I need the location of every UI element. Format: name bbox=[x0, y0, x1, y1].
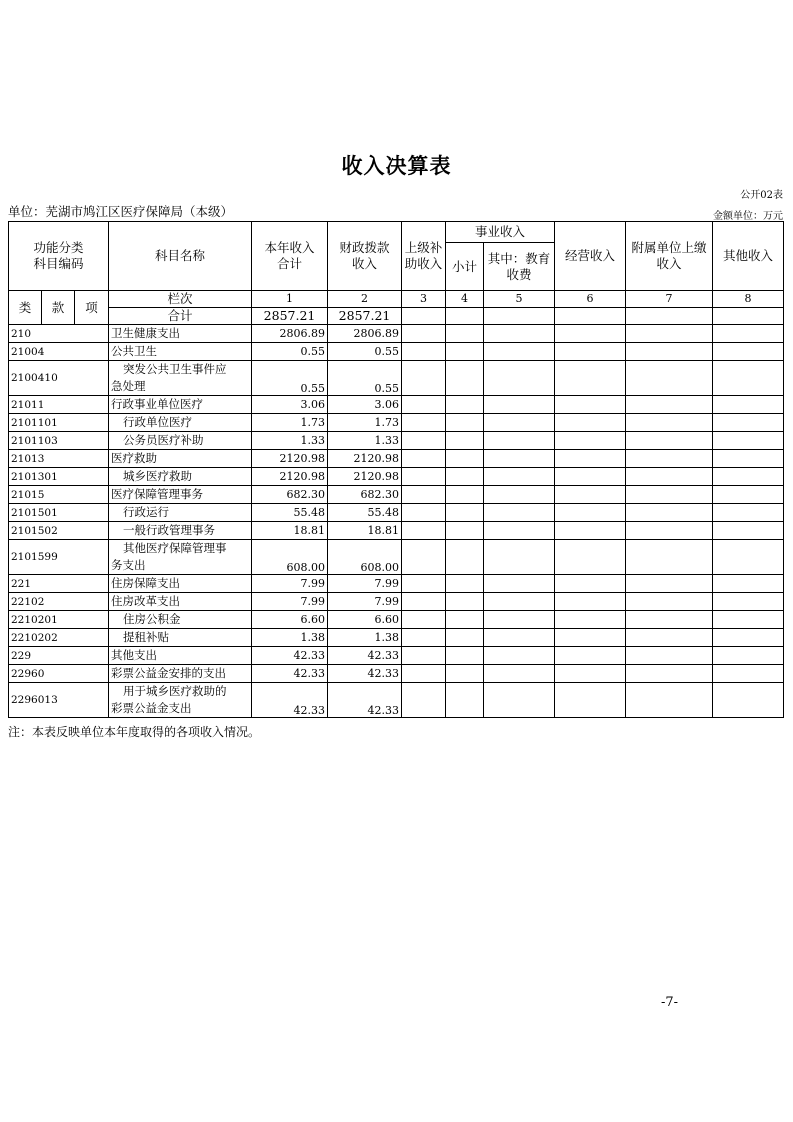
header-func-class: 功能分类 科目编码 bbox=[9, 222, 109, 291]
page-number: -7- bbox=[661, 995, 679, 1010]
amount-empty bbox=[446, 522, 484, 540]
amount-empty bbox=[484, 343, 555, 361]
amount-empty bbox=[713, 540, 784, 575]
amount-total: 7.99 bbox=[252, 593, 328, 611]
amount-total: 1.33 bbox=[252, 432, 328, 450]
col-number: 5 bbox=[484, 291, 555, 308]
amount-empty bbox=[626, 325, 713, 343]
subject-name bbox=[109, 683, 252, 718]
table-row bbox=[9, 629, 784, 647]
amount-empty bbox=[446, 486, 484, 504]
table-note: 注：本表反映单位本年度取得的各项收入情况。 bbox=[8, 725, 261, 739]
subject-name bbox=[109, 504, 252, 522]
subject-code: 2101501 bbox=[9, 504, 109, 522]
amount-empty bbox=[402, 325, 446, 343]
subject-code: 21011 bbox=[9, 396, 109, 414]
amount-fiscal: 1.73 bbox=[328, 414, 402, 432]
subject-code: 2210202 bbox=[9, 629, 109, 647]
amount-total: 2120.98 bbox=[252, 468, 328, 486]
col-number: 6 bbox=[555, 291, 626, 308]
table-row bbox=[9, 504, 784, 522]
amount-empty bbox=[555, 522, 626, 540]
amount-fiscal: 0.55 bbox=[328, 361, 402, 396]
amount-total: 3.06 bbox=[252, 396, 328, 414]
amount-empty bbox=[446, 325, 484, 343]
amount-empty bbox=[626, 629, 713, 647]
amount-empty bbox=[446, 629, 484, 647]
amount-total: 2120.98 bbox=[252, 450, 328, 468]
subject-name-line: 住房公积金 bbox=[123, 612, 181, 626]
amount-empty bbox=[626, 540, 713, 575]
amount-empty bbox=[402, 450, 446, 468]
amount-empty bbox=[402, 665, 446, 683]
amount-total: 42.33 bbox=[252, 683, 328, 718]
amount-empty bbox=[713, 450, 784, 468]
col-number: 2 bbox=[328, 291, 402, 308]
amount-empty bbox=[446, 343, 484, 361]
subject-code: 21004 bbox=[9, 343, 109, 361]
subject-name-line: 务支出 bbox=[111, 558, 146, 572]
amount-empty bbox=[555, 504, 626, 522]
header-other: 其他收入 bbox=[713, 222, 784, 291]
amount-fiscal: 7.99 bbox=[328, 593, 402, 611]
amount-empty bbox=[484, 540, 555, 575]
subject-name-line: 提租补贴 bbox=[123, 630, 170, 644]
amount-total: 2806.89 bbox=[252, 325, 328, 343]
amount-empty bbox=[446, 432, 484, 450]
subject-name-line: 行政运行 bbox=[123, 505, 170, 519]
amount-empty bbox=[484, 593, 555, 611]
amount-empty bbox=[484, 647, 555, 665]
amount-empty bbox=[713, 361, 784, 396]
table-row bbox=[9, 414, 784, 432]
subject-name bbox=[109, 361, 252, 396]
amount-empty bbox=[626, 647, 713, 665]
total-row-fiscal: 2857.21 bbox=[328, 308, 402, 325]
amount-empty bbox=[713, 683, 784, 718]
amount-empty bbox=[555, 593, 626, 611]
subject-name-line: 医疗救助 bbox=[111, 451, 158, 465]
table-row bbox=[9, 432, 784, 450]
amount-empty bbox=[626, 683, 713, 718]
amount-empty bbox=[446, 665, 484, 683]
header-kuan: 款 bbox=[42, 291, 75, 325]
amount-empty bbox=[446, 414, 484, 432]
total-row-total: 2857.21 bbox=[252, 308, 328, 325]
amount-empty bbox=[713, 611, 784, 629]
amount-empty bbox=[555, 450, 626, 468]
subject-name bbox=[109, 486, 252, 504]
amount-empty bbox=[555, 665, 626, 683]
amount-fiscal: 42.33 bbox=[328, 665, 402, 683]
amount-fiscal: 18.81 bbox=[328, 522, 402, 540]
col-number: 3 bbox=[402, 291, 446, 308]
amount-empty bbox=[713, 575, 784, 593]
amount-empty bbox=[402, 361, 446, 396]
amount-empty bbox=[555, 629, 626, 647]
amount-empty bbox=[484, 468, 555, 486]
amount-total: 1.73 bbox=[252, 414, 328, 432]
amount-empty bbox=[446, 575, 484, 593]
subject-name bbox=[109, 647, 252, 665]
subject-code: 2100410 bbox=[9, 361, 109, 396]
subject-name bbox=[109, 629, 252, 647]
table-row bbox=[9, 647, 784, 665]
amount-empty bbox=[484, 396, 555, 414]
table-row bbox=[9, 665, 784, 683]
header-upper-subsidy: 上级补 助收入 bbox=[402, 222, 446, 291]
amount-empty bbox=[402, 647, 446, 665]
subject-name-line: 行政单位医疗 bbox=[123, 415, 193, 429]
header-subtotal: 小计 bbox=[446, 243, 484, 291]
amount-empty bbox=[484, 611, 555, 629]
table-body bbox=[9, 325, 784, 718]
table-row bbox=[9, 468, 784, 486]
subject-code: 21015 bbox=[9, 486, 109, 504]
table-row bbox=[9, 522, 784, 540]
amount-empty bbox=[484, 683, 555, 718]
amount-empty bbox=[402, 522, 446, 540]
subject-code: 22960 bbox=[9, 665, 109, 683]
subject-code: 229 bbox=[9, 647, 109, 665]
table-row bbox=[9, 486, 784, 504]
col-number: 8 bbox=[713, 291, 784, 308]
amount-empty bbox=[402, 611, 446, 629]
amount-fiscal: 1.33 bbox=[328, 432, 402, 450]
subject-name-line: 城乡医疗救助 bbox=[123, 469, 193, 483]
amount-empty bbox=[484, 414, 555, 432]
amount-total: 6.60 bbox=[252, 611, 328, 629]
amount-fiscal: 0.55 bbox=[328, 343, 402, 361]
header-operating: 经营收入 bbox=[555, 222, 626, 291]
header-affiliated: 附属单位上缴 收入 bbox=[626, 222, 713, 291]
subject-name bbox=[109, 325, 252, 343]
subject-name bbox=[109, 540, 252, 575]
subject-name-line: 住房改革支出 bbox=[111, 594, 181, 608]
amount-empty bbox=[626, 432, 713, 450]
subject-name-line: 用于城乡医疗救助的 bbox=[123, 684, 227, 698]
amount-fiscal: 3.06 bbox=[328, 396, 402, 414]
amount-fiscal: 7.99 bbox=[328, 575, 402, 593]
subject-name bbox=[109, 665, 252, 683]
subject-name-line: 住房保障支出 bbox=[111, 576, 181, 590]
amount-empty bbox=[626, 396, 713, 414]
amount-empty bbox=[402, 629, 446, 647]
amount-empty bbox=[626, 593, 713, 611]
header-fiscal: 财政拨款 收入 bbox=[328, 222, 402, 291]
subject-name-line: 彩票公益金支出 bbox=[111, 701, 192, 715]
amount-empty bbox=[555, 647, 626, 665]
amount-fiscal: 42.33 bbox=[328, 647, 402, 665]
amount-empty bbox=[555, 396, 626, 414]
amount-empty bbox=[402, 683, 446, 718]
table-row bbox=[9, 325, 784, 343]
amount-empty bbox=[446, 361, 484, 396]
amount-empty bbox=[446, 683, 484, 718]
amount-empty bbox=[555, 611, 626, 629]
amount-empty bbox=[713, 343, 784, 361]
amount-empty bbox=[402, 432, 446, 450]
table-row bbox=[9, 396, 784, 414]
amount-empty bbox=[626, 343, 713, 361]
amount-empty bbox=[484, 432, 555, 450]
table-row bbox=[9, 361, 784, 396]
col-number: 7 bbox=[626, 291, 713, 308]
amount-empty bbox=[402, 540, 446, 575]
amount-empty bbox=[713, 486, 784, 504]
subject-code: 2101599 bbox=[9, 540, 109, 575]
subject-name-line: 彩票公益金安排的支出 bbox=[111, 666, 227, 680]
header-lei: 类 bbox=[9, 291, 42, 325]
header-subject-name: 科目名称 bbox=[109, 222, 252, 291]
amount-total: 18.81 bbox=[252, 522, 328, 540]
amount-empty bbox=[402, 593, 446, 611]
subject-name bbox=[109, 575, 252, 593]
col-number: 1 bbox=[252, 291, 328, 308]
subject-name bbox=[109, 593, 252, 611]
header-edu-fees: 其中：教育 收费 bbox=[484, 243, 555, 291]
amount-empty bbox=[484, 450, 555, 468]
subject-name-line: 其他支出 bbox=[111, 648, 158, 662]
amount-empty bbox=[626, 361, 713, 396]
table-row bbox=[9, 575, 784, 593]
amount-empty bbox=[713, 665, 784, 683]
subject-name bbox=[109, 611, 252, 629]
amount-empty bbox=[713, 325, 784, 343]
subject-name-line: 公共卫生 bbox=[111, 344, 158, 358]
amount-empty bbox=[402, 343, 446, 361]
subject-name bbox=[109, 414, 252, 432]
amount-empty bbox=[713, 522, 784, 540]
amount-fiscal: 1.38 bbox=[328, 629, 402, 647]
subject-name bbox=[109, 343, 252, 361]
amount-total: 1.38 bbox=[252, 629, 328, 647]
amount-empty bbox=[713, 504, 784, 522]
amount-total: 608.00 bbox=[252, 540, 328, 575]
amount-empty bbox=[626, 665, 713, 683]
subject-code: 221 bbox=[9, 575, 109, 593]
amount-fiscal: 42.33 bbox=[328, 683, 402, 718]
amount-empty bbox=[555, 575, 626, 593]
header-xiang: 项 bbox=[75, 291, 109, 325]
subject-code: 22102 bbox=[9, 593, 109, 611]
amount-fiscal: 55.48 bbox=[328, 504, 402, 522]
subject-name-line: 急处理 bbox=[111, 379, 146, 393]
table-row bbox=[9, 611, 784, 629]
subject-code: 2101301 bbox=[9, 468, 109, 486]
amount-empty bbox=[446, 396, 484, 414]
amount-empty bbox=[713, 629, 784, 647]
subject-code: 2101103 bbox=[9, 432, 109, 450]
subject-code: 2101101 bbox=[9, 414, 109, 432]
table-row bbox=[9, 343, 784, 361]
header-total-income: 本年收入 合计 bbox=[252, 222, 328, 291]
amount-empty bbox=[555, 468, 626, 486]
amount-empty bbox=[555, 414, 626, 432]
table-row bbox=[9, 593, 784, 611]
subject-name bbox=[109, 468, 252, 486]
amount-empty bbox=[626, 414, 713, 432]
amount-fiscal: 608.00 bbox=[328, 540, 402, 575]
amount-fiscal: 682.30 bbox=[328, 486, 402, 504]
amount-empty bbox=[713, 593, 784, 611]
amount-empty bbox=[713, 396, 784, 414]
amount-empty bbox=[484, 504, 555, 522]
currency-label: 金额单位：万元 bbox=[713, 211, 783, 222]
amount-empty bbox=[484, 665, 555, 683]
subject-name-line: 突发公共卫生事件应 bbox=[123, 362, 227, 376]
subject-name bbox=[109, 396, 252, 414]
amount-fiscal: 6.60 bbox=[328, 611, 402, 629]
amount-total: 682.30 bbox=[252, 486, 328, 504]
amount-total: 7.99 bbox=[252, 575, 328, 593]
amount-empty bbox=[446, 593, 484, 611]
subject-name bbox=[109, 450, 252, 468]
unit-label: 单位：芜湖市鸠江区医疗保障局（本级） bbox=[8, 204, 234, 219]
amount-empty bbox=[626, 468, 713, 486]
amount-empty bbox=[402, 575, 446, 593]
amount-empty bbox=[402, 504, 446, 522]
subject-name-line: 卫生健康支出 bbox=[111, 326, 181, 340]
amount-total: 0.55 bbox=[252, 343, 328, 361]
column-label: 栏次 bbox=[109, 291, 252, 308]
table-row bbox=[9, 450, 784, 468]
total-row-label: 合计 bbox=[109, 308, 252, 325]
amount-empty bbox=[555, 361, 626, 396]
subject-name-line: 医疗保障管理事务 bbox=[111, 487, 204, 501]
income-table bbox=[8, 221, 784, 718]
amount-empty bbox=[555, 540, 626, 575]
amount-empty bbox=[446, 450, 484, 468]
amount-empty bbox=[626, 611, 713, 629]
amount-empty bbox=[626, 486, 713, 504]
amount-empty bbox=[626, 522, 713, 540]
amount-empty bbox=[484, 629, 555, 647]
header-business-income: 事业收入 bbox=[446, 222, 555, 243]
amount-total: 42.33 bbox=[252, 665, 328, 683]
amount-total: 55.48 bbox=[252, 504, 328, 522]
amount-empty bbox=[402, 414, 446, 432]
table-row bbox=[9, 683, 784, 718]
amount-empty bbox=[555, 486, 626, 504]
amount-total: 42.33 bbox=[252, 647, 328, 665]
amount-empty bbox=[484, 486, 555, 504]
subject-name bbox=[109, 522, 252, 540]
amount-fiscal: 2120.98 bbox=[328, 450, 402, 468]
subject-name-line: 行政事业单位医疗 bbox=[111, 397, 204, 411]
amount-empty bbox=[446, 504, 484, 522]
subject-name-line: 一般行政管理事务 bbox=[123, 523, 216, 537]
subject-name bbox=[109, 432, 252, 450]
amount-empty bbox=[555, 432, 626, 450]
table-row bbox=[9, 540, 784, 575]
amount-empty bbox=[626, 450, 713, 468]
amount-fiscal: 2806.89 bbox=[328, 325, 402, 343]
amount-empty bbox=[484, 325, 555, 343]
amount-empty bbox=[713, 647, 784, 665]
amount-empty bbox=[626, 504, 713, 522]
amount-empty bbox=[484, 522, 555, 540]
subject-code: 2101502 bbox=[9, 522, 109, 540]
subject-code: 2210201 bbox=[9, 611, 109, 629]
amount-empty bbox=[713, 468, 784, 486]
amount-empty bbox=[446, 647, 484, 665]
amount-empty bbox=[446, 540, 484, 575]
amount-empty bbox=[713, 432, 784, 450]
amount-empty bbox=[626, 575, 713, 593]
col-number: 4 bbox=[446, 291, 484, 308]
subject-code: 210 bbox=[9, 325, 109, 343]
amount-empty bbox=[555, 343, 626, 361]
amount-fiscal: 2120.98 bbox=[328, 468, 402, 486]
amount-empty bbox=[555, 325, 626, 343]
subject-code: 21013 bbox=[9, 450, 109, 468]
amount-empty bbox=[402, 468, 446, 486]
amount-empty bbox=[446, 611, 484, 629]
amount-empty bbox=[446, 468, 484, 486]
report-title: 收入决算表 bbox=[341, 154, 452, 178]
amount-empty bbox=[713, 414, 784, 432]
amount-total: 0.55 bbox=[252, 361, 328, 396]
amount-empty bbox=[484, 361, 555, 396]
amount-empty bbox=[402, 486, 446, 504]
amount-empty bbox=[402, 396, 446, 414]
form-code: 公开02表 bbox=[740, 190, 783, 201]
amount-empty bbox=[555, 683, 626, 718]
amount-empty bbox=[484, 575, 555, 593]
subject-code: 2296013 bbox=[9, 683, 109, 718]
subject-name-line: 公务员医疗补助 bbox=[123, 433, 204, 447]
subject-name-line: 其他医疗保障管理事 bbox=[123, 541, 227, 555]
